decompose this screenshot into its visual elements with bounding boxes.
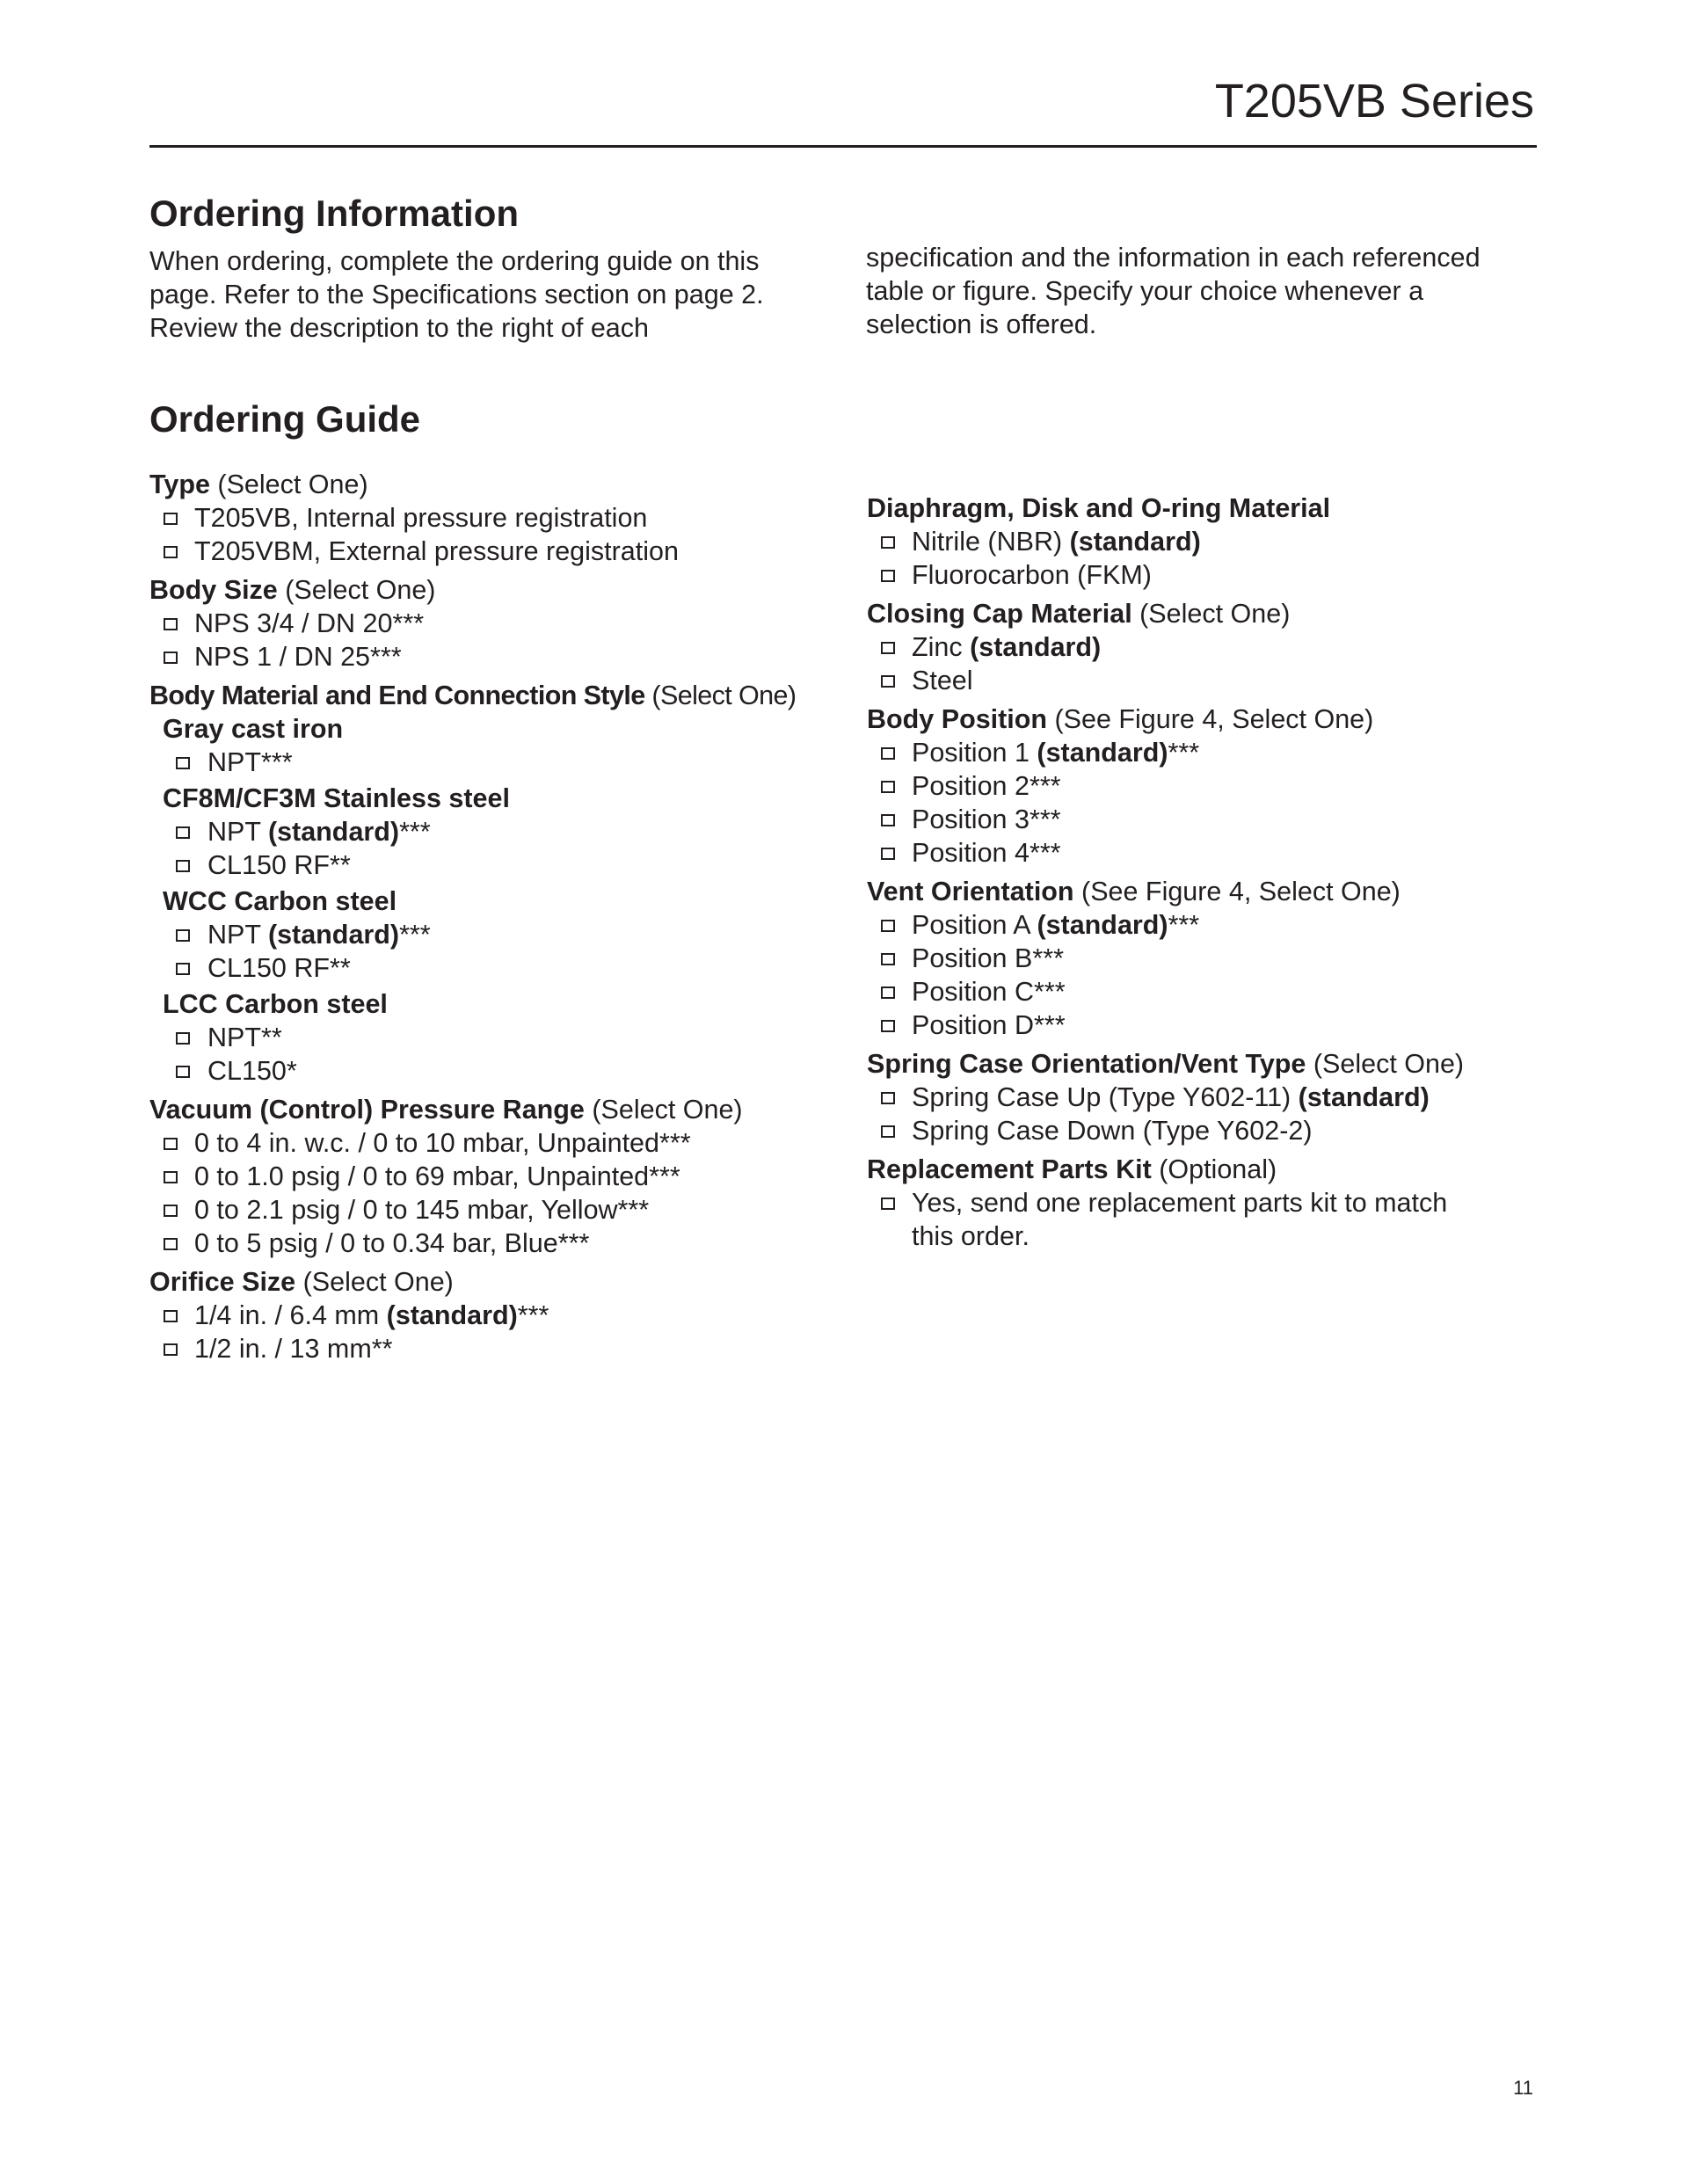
group-title: Body Material and End Connection Style [149, 681, 645, 710]
type-group [149, 468, 835, 568]
checkbox-icon[interactable] [176, 963, 190, 975]
diaphragm-group [867, 491, 1553, 592]
closing-cap-option[interactable] [867, 664, 1553, 697]
checkbox-icon[interactable] [164, 618, 178, 630]
checkbox-icon[interactable] [164, 1138, 178, 1150]
option-label-continued: this order. [912, 1221, 1030, 1251]
ordering-guide-left-column [149, 468, 835, 1371]
material-subheading: WCC Carbon steel [163, 886, 397, 916]
ordering-guide-right-column [867, 491, 1553, 1258]
option-label: CL150 RF** [207, 953, 351, 983]
standard-tag: (standard) [1298, 1082, 1430, 1112]
option-label: NPT** [207, 1023, 282, 1052]
checkbox-icon[interactable] [176, 1032, 190, 1045]
checkbox-icon[interactable] [881, 570, 895, 582]
checkbox-icon[interactable] [176, 757, 190, 769]
checkbox-icon[interactable] [164, 1310, 178, 1322]
material-option[interactable] [149, 1021, 835, 1054]
material-option[interactable] [149, 848, 835, 882]
standard-tag: (standard) [1069, 527, 1201, 557]
body-size-group [149, 573, 835, 673]
checkbox-icon[interactable] [881, 986, 895, 999]
option-label: Position 1 [912, 738, 1037, 768]
checkbox-icon[interactable] [881, 814, 895, 826]
option-label: Zinc [912, 632, 971, 662]
material-option[interactable] [149, 815, 835, 848]
standard-tag: (standard) [267, 920, 400, 950]
group-title: Orifice Size [149, 1267, 296, 1297]
option-label: T205VBM, External pressure registration [194, 536, 679, 566]
group-note: (Select One) [209, 470, 368, 499]
group-note: (Select One) [584, 1095, 743, 1125]
page-number: 11 [1513, 2077, 1533, 2099]
checkbox-icon[interactable] [881, 1092, 895, 1104]
checkbox-icon[interactable] [164, 1205, 178, 1217]
checkbox-icon[interactable] [881, 848, 895, 860]
vacuum-range-option[interactable] [149, 1227, 835, 1260]
ordering-guide-heading: Ordering Guide [149, 398, 421, 440]
body-material-group [149, 679, 835, 1088]
material-option[interactable] [149, 1054, 835, 1088]
checkbox-icon[interactable] [176, 826, 190, 839]
body-size-option[interactable] [149, 640, 835, 673]
type-option-t205vbm[interactable] [149, 535, 835, 568]
checkbox-icon[interactable] [881, 920, 895, 932]
option-label: NPT [207, 817, 268, 847]
option-label: 1/4 in. / 6.4 mm [194, 1300, 387, 1330]
option-label: Yes, send one replacement parts kit to match [912, 1188, 1448, 1218]
vacuum-range-option[interactable] [149, 1126, 835, 1160]
intro-line: specification and the information in each referenced [866, 243, 1481, 273]
checkbox-icon[interactable] [881, 747, 895, 760]
ordering-information-heading: Ordering Information [149, 193, 519, 234]
group-note: (See Figure 4, Select One) [1047, 704, 1374, 734]
group-title: Replacement Parts Kit [867, 1154, 1152, 1184]
replacement-kit-option[interactable] [867, 1186, 1553, 1253]
intro-right [866, 241, 1534, 341]
material-subheading: LCC Carbon steel [163, 989, 388, 1019]
option-suffix: *** [517, 1300, 549, 1330]
vent-orientation-option[interactable] [867, 942, 1553, 975]
diaphragm-option[interactable] [867, 558, 1553, 592]
checkbox-icon[interactable] [881, 675, 895, 688]
option-label: CL150* [207, 1056, 297, 1086]
material-option[interactable] [149, 951, 835, 985]
checkbox-icon[interactable] [881, 536, 895, 549]
material-option[interactable] [149, 918, 835, 951]
closing-cap-option[interactable] [867, 630, 1553, 664]
option-suffix: *** [399, 920, 431, 950]
option-label: Position D*** [912, 1010, 1066, 1040]
checkbox-icon[interactable] [164, 652, 178, 664]
orifice-size-option[interactable] [149, 1332, 835, 1365]
checkbox-icon[interactable] [881, 1125, 895, 1138]
spring-case-group [867, 1047, 1553, 1147]
option-label: 0 to 4 in. w.c. / 0 to 10 mbar, Unpainted*** [194, 1128, 691, 1158]
option-label: 0 to 1.0 psig / 0 to 69 mbar, Unpainted*** [194, 1161, 680, 1191]
spring-case-option[interactable] [867, 1081, 1553, 1114]
checkbox-icon[interactable] [176, 860, 190, 872]
option-label: Position A [912, 910, 1037, 940]
option-suffix: *** [399, 817, 431, 847]
standard-tag: (standard) [267, 817, 400, 847]
option-label: NPT*** [207, 747, 293, 777]
body-position-option[interactable] [867, 736, 1553, 769]
option-label: Position 3*** [912, 804, 1061, 834]
group-note: (Select One) [1306, 1049, 1465, 1079]
option-label: NPT [207, 920, 268, 950]
body-position-option[interactable] [867, 836, 1553, 870]
orifice-size-group [149, 1265, 835, 1365]
intro-line: table or figure. Specify your choice whenever a [866, 276, 1424, 306]
closing-cap-group [867, 597, 1553, 697]
vacuum-range-option[interactable] [149, 1193, 835, 1227]
checkbox-icon[interactable] [164, 1343, 178, 1356]
vent-orientation-option[interactable] [867, 1008, 1553, 1042]
option-label: Position B*** [912, 943, 1064, 973]
checkbox-icon[interactable] [881, 1198, 895, 1210]
checkbox-icon[interactable] [164, 1171, 178, 1183]
type-option-t205vb[interactable] [149, 501, 835, 535]
option-label: NPS 3/4 / DN 20*** [194, 608, 425, 638]
option-label: NPS 1 / DN 25*** [194, 642, 402, 672]
group-title: Spring Case Orientation/Vent Type [867, 1049, 1306, 1079]
group-note: (Select One) [1131, 599, 1291, 629]
checkbox-icon[interactable] [881, 953, 895, 965]
group-note: (Select One) [644, 681, 797, 710]
series-title: T205VB Series [1214, 75, 1534, 127]
vent-orientation-option[interactable] [867, 908, 1553, 942]
spring-case-option[interactable] [867, 1114, 1553, 1147]
intro-line: page. Refer to the Specifications section on page 2. [149, 280, 764, 309]
header-rule [149, 145, 1537, 148]
checkbox-icon[interactable] [881, 1020, 895, 1032]
intro-line: selection is offered. [866, 309, 1097, 339]
group-title: Closing Cap Material [867, 599, 1132, 629]
standard-tag: (standard) [386, 1300, 518, 1330]
orifice-size-option[interactable] [149, 1299, 835, 1332]
body-size-option[interactable] [149, 607, 835, 640]
checkbox-icon[interactable] [164, 546, 178, 558]
vent-orientation-option[interactable] [867, 975, 1553, 1008]
group-title: Body Position [867, 704, 1048, 734]
intro-line: When ordering, complete the ordering guide on this [149, 246, 760, 276]
vent-orientation-group [867, 875, 1553, 1042]
body-position-option[interactable] [867, 803, 1553, 836]
vacuum-range-group [149, 1093, 835, 1260]
standard-tag: (standard) [970, 632, 1102, 662]
checkbox-icon[interactable] [164, 1238, 178, 1250]
intro-left [149, 244, 800, 345]
checkbox-icon[interactable] [176, 1066, 190, 1078]
standard-tag: (standard) [1037, 910, 1168, 940]
option-label: Spring Case Down (Type Y602-2) [912, 1116, 1313, 1146]
option-label: Position 2*** [912, 771, 1061, 801]
group-title: Body Size [149, 575, 278, 605]
group-title: Vacuum (Control) Pressure Range [149, 1095, 585, 1125]
option-label: Fluorocarbon (FKM) [912, 560, 1152, 590]
standard-tag: (standard) [1037, 738, 1168, 768]
option-label: Steel [912, 666, 973, 695]
option-label: 1/2 in. / 13 mm** [194, 1334, 393, 1364]
checkbox-icon[interactable] [176, 929, 190, 942]
option-label: Position 4*** [912, 838, 1061, 868]
checkbox-icon[interactable] [881, 642, 895, 654]
vacuum-range-option[interactable] [149, 1160, 835, 1193]
checkbox-icon[interactable] [881, 781, 895, 793]
diaphragm-option[interactable] [867, 525, 1553, 558]
group-title: Diaphragm, Disk and O-ring Material [867, 493, 1331, 523]
group-title: Vent Orientation [867, 877, 1074, 906]
group-note: (Select One) [277, 575, 436, 605]
option-label: Spring Case Up (Type Y602-11) [912, 1082, 1299, 1112]
option-label: T205VB, Internal pressure registration [194, 503, 648, 533]
group-note: (Select One) [295, 1267, 454, 1297]
option-label: Position C*** [912, 977, 1066, 1007]
option-label: CL150 RF** [207, 850, 351, 880]
group-note: (See Figure 4, Select One) [1073, 877, 1401, 906]
checkbox-icon[interactable] [164, 513, 178, 525]
replacement-kit-group [867, 1153, 1553, 1253]
group-note: (Optional) [1151, 1154, 1277, 1184]
option-label: 0 to 2.1 psig / 0 to 145 mbar, Yellow*** [194, 1195, 650, 1225]
body-position-option[interactable] [867, 769, 1553, 803]
intro-line: Review the description to the right of each [149, 313, 649, 343]
material-option[interactable] [149, 746, 835, 779]
body-position-group [867, 703, 1553, 870]
group-title: Type [149, 470, 210, 499]
material-subheading: CF8M/CF3M Stainless steel [163, 783, 510, 813]
option-suffix: *** [1168, 910, 1200, 940]
material-subheading: Gray cast iron [163, 714, 344, 744]
option-label: Nitrile (NBR) [912, 527, 1070, 557]
option-label: 0 to 5 psig / 0 to 0.34 bar, Blue*** [194, 1228, 590, 1258]
option-suffix: *** [1168, 738, 1200, 768]
